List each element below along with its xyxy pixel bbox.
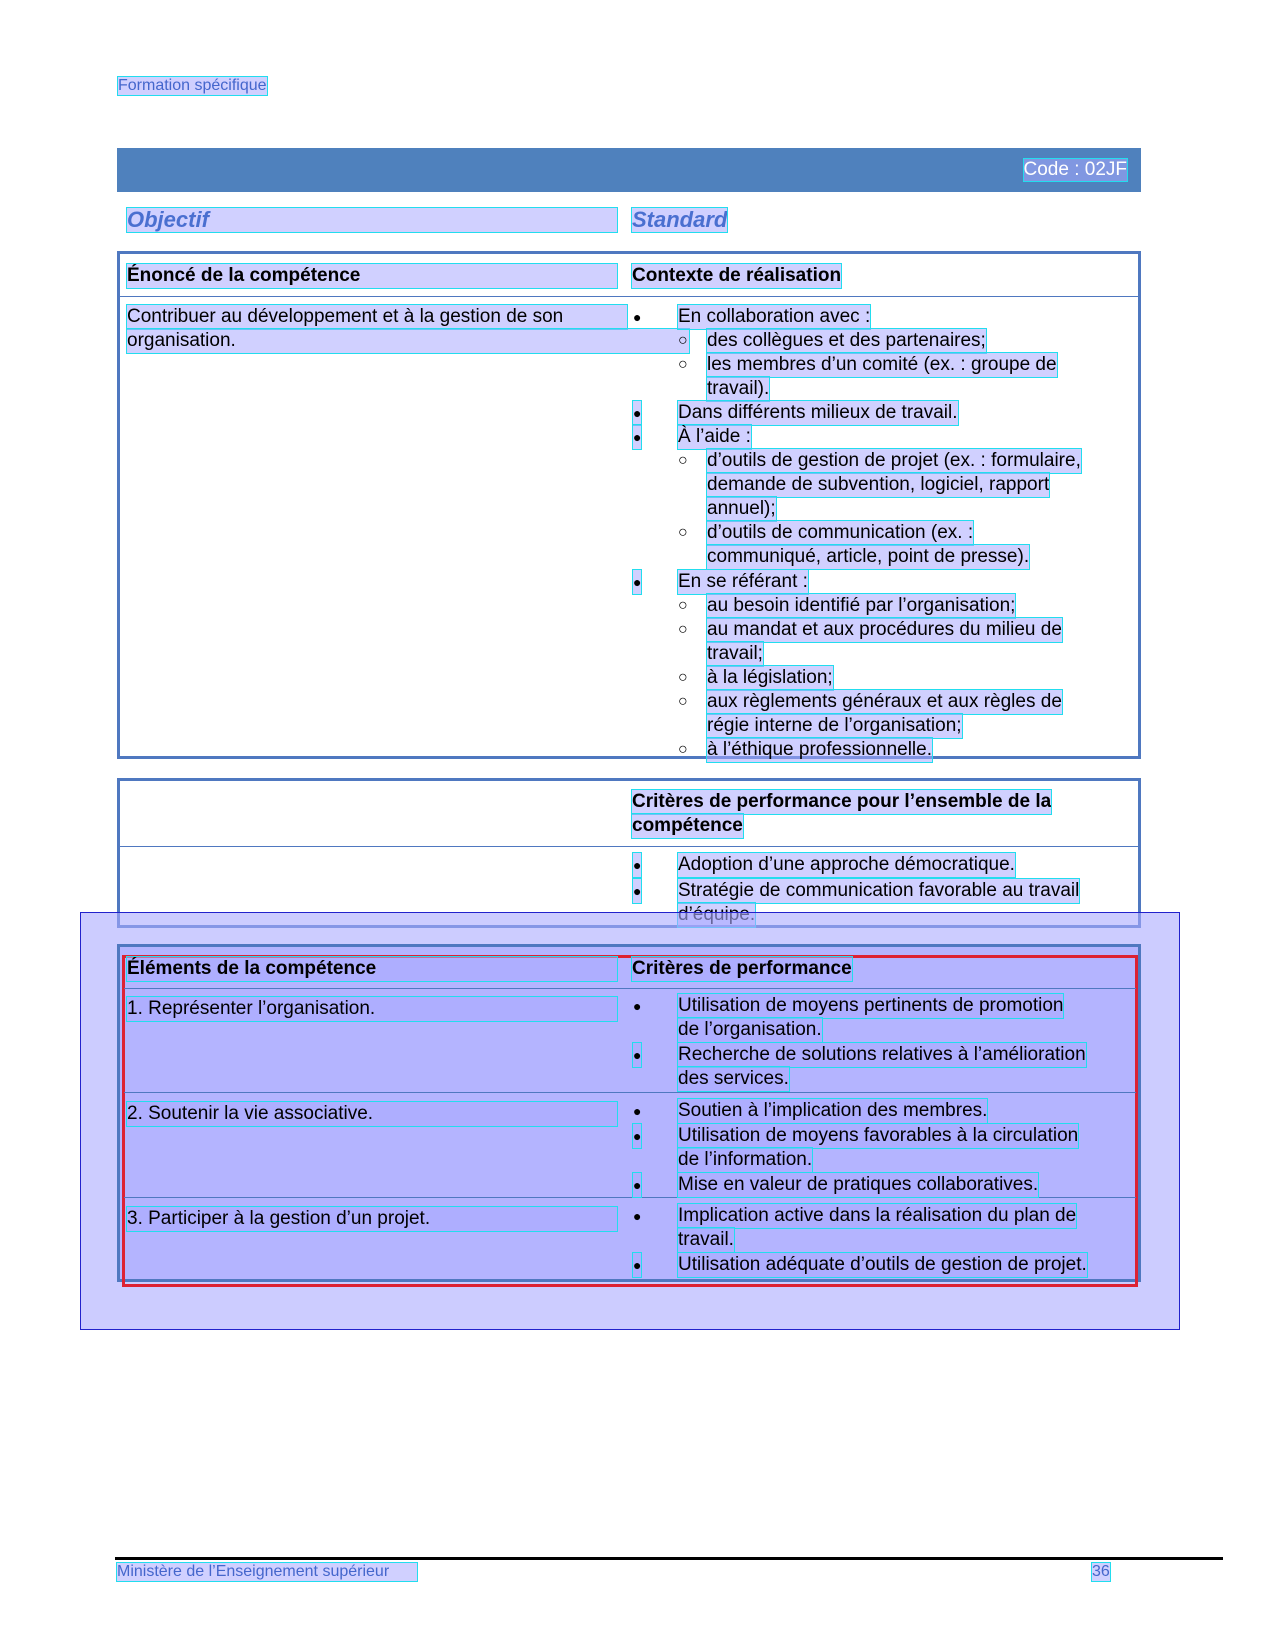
circle-bullet-icon: ○ <box>678 669 688 686</box>
criterion-item: Utilisation adéquate d’outils de gestion de projet. <box>678 1254 1087 1275</box>
divider <box>120 296 1138 297</box>
enonce-text-1: Contribuer au développement et à la gestion de son <box>127 305 627 329</box>
bullet-icon: ● <box>633 1253 641 1277</box>
bullet-icon: ● <box>633 1208 642 1224</box>
contexte-item: À l’aide : <box>678 426 751 447</box>
ensemble-criterion: Stratégie de communication favorable au travail <box>678 880 1080 901</box>
contexte-subitem: à l’éthique professionnelle. <box>707 739 932 760</box>
code-label: Code : 02JF <box>1023 159 1127 180</box>
contexte-header: Contexte de réalisation <box>632 265 842 286</box>
circle-bullet-icon: ○ <box>678 356 688 373</box>
contexte-subitem: annuel); <box>707 498 776 519</box>
criterion-item: des services. <box>678 1068 789 1089</box>
contexte-subitem: d’outils de communication (ex. : <box>707 522 974 543</box>
contexte-subitem: à la législation; <box>707 667 833 688</box>
contexte-subitem: travail). <box>707 378 770 399</box>
criterion-item: de l’organisation. <box>678 1019 822 1040</box>
contexte-subitem: au besoin identifié par l’organisation; <box>707 595 1016 616</box>
circle-bullet-icon: ○ <box>678 332 688 349</box>
enonce-header: Énoncé de la compétence <box>127 264 617 288</box>
bullet-icon: ● <box>633 1124 641 1148</box>
objectif-label: Objectif <box>127 208 617 232</box>
bullet-icon: ● <box>633 879 641 903</box>
footer-ministry: Ministère de l’Enseignement supérieur <box>117 1563 417 1581</box>
header-band <box>117 148 1141 192</box>
ensemble-header: compétence <box>632 815 743 836</box>
bullet-icon: ● <box>633 570 641 594</box>
ensemble-criterion: Adoption d’une approche démocratique. <box>678 854 1015 875</box>
circle-bullet-icon: ○ <box>678 452 688 469</box>
bullet-icon: ● <box>633 998 642 1014</box>
criterion-item: de l’information. <box>678 1149 813 1170</box>
element-item: 2. Soutenir la vie associative. <box>127 1102 617 1126</box>
divider <box>120 846 1138 847</box>
circle-bullet-icon: ○ <box>678 693 688 710</box>
criterion-item: Utilisation de moyens favorables à la circulation <box>678 1125 1079 1146</box>
bullet-icon: ● <box>633 853 641 877</box>
divider <box>124 1092 1136 1093</box>
page-header: Formation spécifique <box>118 77 267 94</box>
criterion-item: Implication active dans la réalisation du plan de <box>678 1205 1077 1226</box>
criterion-item: Soutien à l’implication des membres. <box>678 1100 988 1121</box>
criterion-item: Utilisation de moyens pertinents de promotion <box>678 995 1064 1016</box>
bullet-icon: ● <box>633 401 641 425</box>
page-number: 36 <box>1092 1563 1110 1580</box>
bullet-icon: ● <box>633 1103 642 1119</box>
contexte-subitem: d’outils de gestion de projet (ex. : formulaire, <box>707 450 1081 471</box>
contexte-subitem: aux règlements généraux et aux règles de <box>707 691 1062 712</box>
bullet-icon: ● <box>633 309 642 325</box>
enonce-text-2: organisation. <box>127 329 689 353</box>
bullet-icon: ● <box>633 1173 641 1197</box>
criterion-item: Mise en valeur de pratiques collaboratives. <box>678 1174 1039 1195</box>
contexte-item: Dans différents milieux de travail. <box>678 402 958 423</box>
contexte-item: En se référant : <box>678 571 808 592</box>
footer-rule <box>115 1557 1223 1560</box>
criteres-header: Critères de performance <box>632 958 852 979</box>
contexte-subitem: demande de subvention, logiciel, rapport <box>707 474 1050 495</box>
criterion-item: travail. <box>678 1229 734 1250</box>
contexte-subitem: les membres d’un comité (ex. : groupe de <box>707 354 1057 375</box>
elements-header: Éléments de la compétence <box>127 957 617 981</box>
circle-bullet-icon: ○ <box>678 741 688 758</box>
criterion-item: Recherche de solutions relatives à l’amélioration <box>678 1044 1086 1065</box>
contexte-subitem: au mandat et aux procédures du milieu de <box>707 619 1062 640</box>
contexte-item: En collaboration avec : <box>678 306 871 327</box>
contexte-subitem: communiqué, article, point de presse). <box>707 546 1030 567</box>
standard-label: Standard <box>632 207 728 232</box>
contexte-subitem: régie interne de l’organisation; <box>707 715 962 736</box>
element-item: 3. Participer à la gestion d’un projet. <box>127 1207 617 1231</box>
contexte-subitem: des collègues et des partenaires; <box>707 330 986 351</box>
divider <box>124 988 1136 989</box>
element-item: 1. Représenter l’organisation. <box>127 997 617 1021</box>
bullet-icon: ● <box>633 1043 641 1067</box>
circle-bullet-icon: ○ <box>678 597 688 614</box>
circle-bullet-icon: ○ <box>678 621 688 638</box>
divider <box>124 1197 1136 1198</box>
contexte-subitem: travail; <box>707 643 763 664</box>
bullet-icon: ● <box>633 425 641 449</box>
ensemble-header: Critères de performance pour l’ensemble de la <box>632 791 1052 812</box>
circle-bullet-icon: ○ <box>678 524 688 541</box>
